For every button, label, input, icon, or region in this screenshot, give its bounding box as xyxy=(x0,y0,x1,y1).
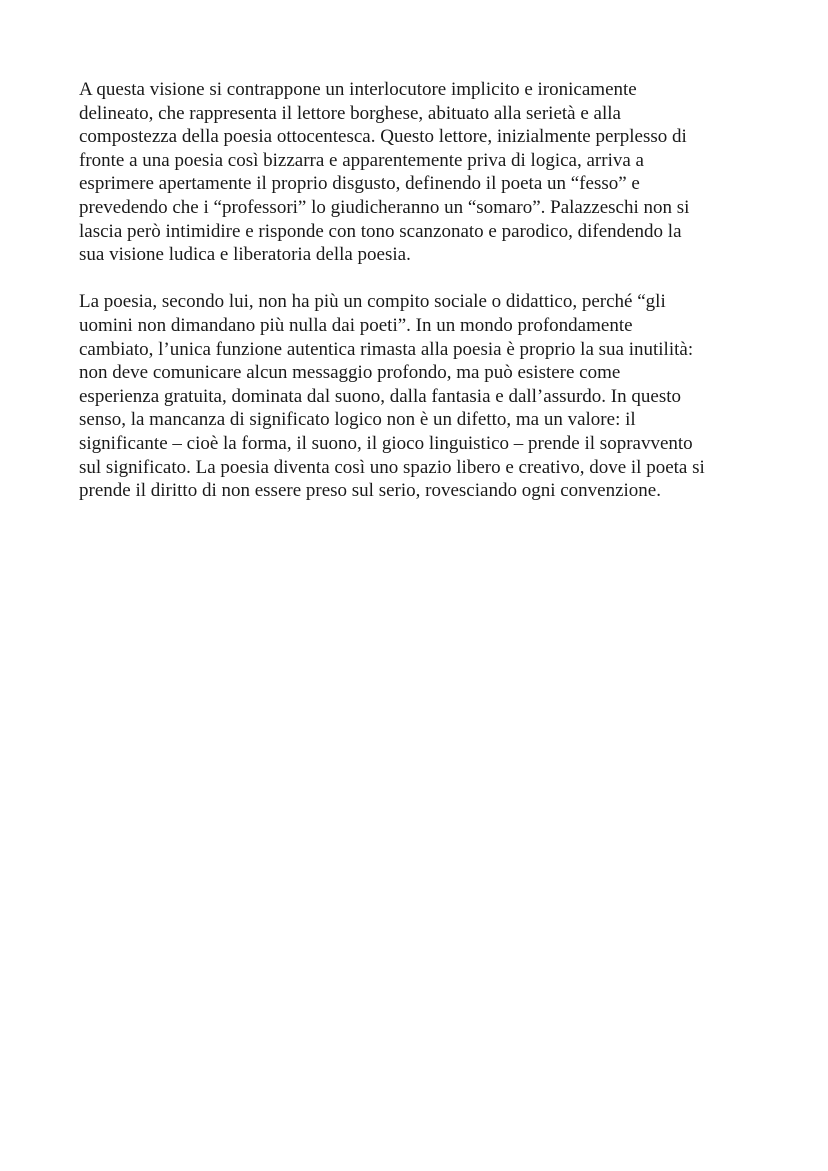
paragraph-1 xyxy=(79,78,751,267)
text-line: non deve comunicare alcun messaggio profondo, ma può esistere come xyxy=(79,362,621,384)
text-line: lascia però intimidire e risponde con tono scanzonato e parodico, difendendo la xyxy=(79,220,682,242)
text-line: A questa visione si contrappone un interlocutore implicito e ironicamente xyxy=(79,79,637,100)
text-line: cambiato, l’unica funzione autentica rimasta alla poesia è proprio la sua inutilità: xyxy=(79,338,694,360)
text-line: uomini non dimandano più nulla dai poeti”. In un mondo profondamente xyxy=(79,314,633,336)
text-line: compostezza della poesia ottocentesca. Questo lettore, inizialmente perplesso di xyxy=(79,126,687,148)
paragraph-spacer xyxy=(79,267,751,291)
text-line: sua visione ludica e liberatoria della poesia. xyxy=(79,244,411,266)
body-text xyxy=(79,78,751,503)
text-line: esperienza gratuita, dominata dal suono, dalla fantasia e dall’assurdo. In questo xyxy=(79,385,681,407)
text-line: significante – cioè la forma, il suono, il gioco linguistico – prende il sopravvento xyxy=(79,432,693,454)
text-line: La poesia, secondo lui, non ha più un compito sociale o didattico, perché “gli xyxy=(79,291,666,313)
text-line: prevedendo che i “professori” lo giudicheranno un “somaro”. Palazzeschi non si xyxy=(79,196,690,218)
text-line: esprimere apertamente il proprio disgusto, definendo il poeta un “fesso” e xyxy=(79,173,640,195)
text-line: senso, la mancanza di significato logico non è un difetto, ma un valore: il xyxy=(79,409,636,431)
text-line: sul significato. La poesia diventa così uno spazio libero e creativo, dove il poeta si xyxy=(79,456,705,478)
text-line: prende il diritto di non essere preso sul serio, rovesciando ogni convenzione. xyxy=(79,480,661,502)
text-line: fronte a una poesia così bizzarra e apparentemente priva di logica, arriva a xyxy=(79,149,644,171)
text-line: delineato, che rappresenta il lettore borghese, abituato alla serietà e alla xyxy=(79,102,621,124)
paragraph-2 xyxy=(79,290,751,502)
